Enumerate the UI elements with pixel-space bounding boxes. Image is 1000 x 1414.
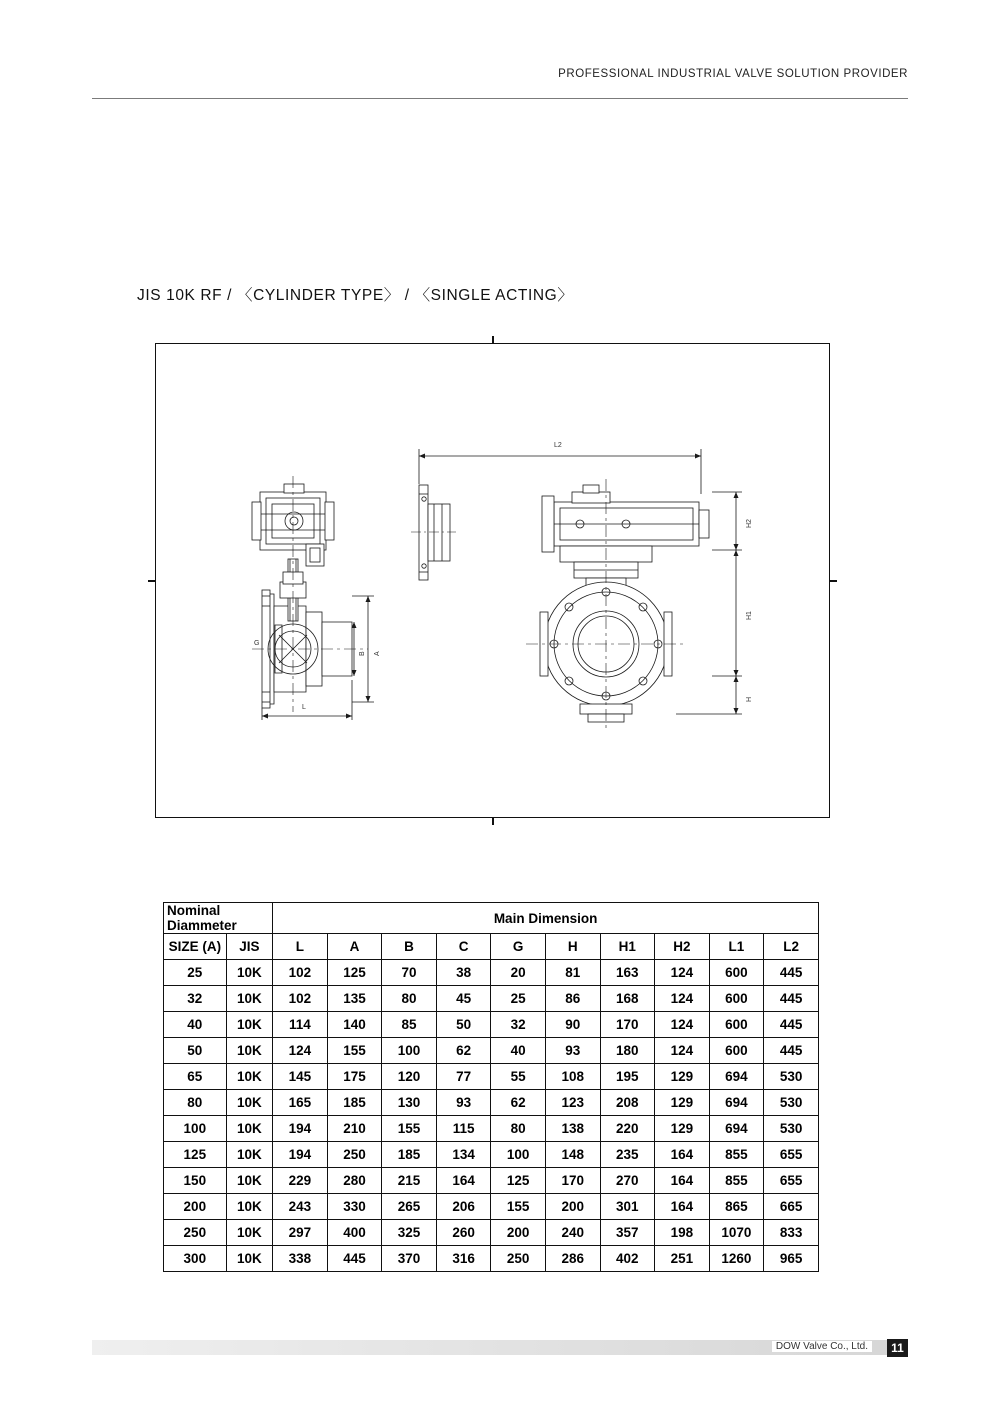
cell: 600 [709,1038,764,1064]
cell: 55 [491,1064,546,1090]
cell: 10K [226,986,273,1012]
cell: 120 [382,1064,437,1090]
cell: 108 [545,1064,600,1090]
cell: 530 [764,1090,819,1116]
col-header-b: B [382,934,437,960]
col-header-c: C [436,934,491,960]
cell: 20 [491,960,546,986]
page-header [92,68,908,102]
cell: 134 [436,1142,491,1168]
cell: 215 [382,1168,437,1194]
cell: 195 [600,1064,655,1090]
cell: 833 [764,1220,819,1246]
cell: 170 [545,1168,600,1194]
cell: 198 [655,1220,710,1246]
col-header-l2: L2 [764,934,819,960]
cell: 124 [655,1012,710,1038]
cell: 694 [709,1116,764,1142]
dim-label-h: H [746,696,753,702]
col-header-size: SIZE (A) [164,934,227,960]
table-group-header-row [164,903,819,934]
cell: 330 [327,1194,382,1220]
cell: 80 [164,1090,227,1116]
cell: 125 [164,1142,227,1168]
cell: 93 [436,1090,491,1116]
cell: 100 [382,1038,437,1064]
cell: 155 [382,1116,437,1142]
cell: 81 [545,960,600,986]
cell: 694 [709,1090,764,1116]
cell: 175 [327,1064,382,1090]
table-row [164,1194,819,1220]
cell: 530 [764,1064,819,1090]
cell: 115 [436,1116,491,1142]
cell: 125 [491,1168,546,1194]
cell: 124 [655,986,710,1012]
valve-assembly-drawing [156,344,831,819]
dim-label-b: B [359,651,366,656]
cell: 93 [545,1038,600,1064]
cell: 10K [226,1012,273,1038]
cell: 80 [491,1116,546,1142]
cell: 164 [655,1168,710,1194]
cell: 70 [382,960,437,986]
group-header-nominal: Nominal Diammeter [164,903,273,934]
cell: 325 [382,1220,437,1246]
cell: 694 [709,1064,764,1090]
header-divider [92,98,908,99]
cell: 655 [764,1168,819,1194]
cell: 10K [226,1038,273,1064]
technical-drawing [156,344,829,817]
cell: 194 [273,1142,328,1168]
cell: 445 [764,1012,819,1038]
table-row [164,1012,819,1038]
cell: 235 [600,1142,655,1168]
cell: 10K [226,1064,273,1090]
cell: 402 [600,1246,655,1272]
group-header-main: Main Dimension [273,903,819,934]
cell: 250 [327,1142,382,1168]
cell: 38 [436,960,491,986]
cell: 164 [436,1168,491,1194]
cell: 10K [226,1168,273,1194]
dim-label-a: A [374,651,381,656]
cell: 170 [600,1012,655,1038]
cell: 301 [600,1194,655,1220]
page-title: JIS 10K RF / 〈CYLINDER TYPE〉 / 〈SINGLE ACTING〉 [137,287,574,304]
cell: 10K [226,1116,273,1142]
cell: 185 [382,1142,437,1168]
cell: 65 [164,1064,227,1090]
table-header-row [164,934,819,960]
cell: 865 [709,1194,764,1220]
cell: 102 [273,986,328,1012]
cell: 32 [164,986,227,1012]
cell: 164 [655,1142,710,1168]
cell: 445 [327,1246,382,1272]
dim-label-h2: H2 [746,519,753,528]
col-header-jis: JIS [226,934,273,960]
table-row [164,1090,819,1116]
col-header-h: H [545,934,600,960]
cell: 210 [327,1116,382,1142]
cell: 208 [600,1090,655,1116]
cell: 10K [226,1142,273,1168]
page-footer [92,1340,908,1358]
cell: 655 [764,1142,819,1168]
cell: 100 [491,1142,546,1168]
cell: 80 [382,986,437,1012]
cell: 164 [655,1194,710,1220]
table-row [164,1142,819,1168]
cell: 445 [764,960,819,986]
footer-company: DOW Valve Co., Ltd. [772,1341,872,1352]
cell: 243 [273,1194,328,1220]
cell: 155 [327,1038,382,1064]
cell: 370 [382,1246,437,1272]
cell: 124 [273,1038,328,1064]
table-row [164,986,819,1012]
cell: 85 [382,1012,437,1038]
cell: 316 [436,1246,491,1272]
cell: 185 [327,1090,382,1116]
cell: 50 [436,1012,491,1038]
cell: 102 [273,960,328,986]
dim-label-g: G [254,640,260,647]
cell: 445 [764,1038,819,1064]
cell: 297 [273,1220,328,1246]
table-row [164,1064,819,1090]
cell: 240 [545,1220,600,1246]
cell: 114 [273,1012,328,1038]
dim-label-h1: H1 [746,611,753,620]
cell: 123 [545,1090,600,1116]
cell: 250 [491,1246,546,1272]
cell: 86 [545,986,600,1012]
table-row [164,1246,819,1272]
cell: 357 [600,1220,655,1246]
cell: 100 [164,1116,227,1142]
cell: 250 [164,1220,227,1246]
cell: 40 [164,1012,227,1038]
table-row [164,1168,819,1194]
col-header-a: A [327,934,382,960]
cell: 286 [545,1246,600,1272]
cell: 855 [709,1168,764,1194]
cell: 265 [382,1194,437,1220]
dim-label-l: L [302,704,306,711]
cell: 400 [327,1220,382,1246]
cell: 135 [327,986,382,1012]
cell: 165 [273,1090,328,1116]
cell: 445 [764,986,819,1012]
cell: 10K [226,960,273,986]
cell: 200 [545,1194,600,1220]
cell: 25 [164,960,227,986]
cell: 600 [709,986,764,1012]
cell: 90 [545,1012,600,1038]
col-header-g: G [491,934,546,960]
cell: 600 [709,960,764,986]
technical-drawing-frame [155,343,830,818]
cell: 62 [491,1090,546,1116]
cell: 280 [327,1168,382,1194]
cell: 129 [655,1090,710,1116]
cell: 965 [764,1246,819,1272]
cell: 229 [273,1168,328,1194]
cell: 129 [655,1116,710,1142]
table-row [164,960,819,986]
dimension-table-wrapper [163,902,819,1272]
cell: 62 [436,1038,491,1064]
cell: 200 [164,1194,227,1220]
dimension-table [163,902,819,1272]
page-number: 11 [887,1339,908,1357]
cell: 163 [600,960,655,986]
cell: 25 [491,986,546,1012]
cell: 145 [273,1064,328,1090]
cell: 665 [764,1194,819,1220]
cell: 338 [273,1246,328,1272]
cell: 129 [655,1064,710,1090]
cell: 125 [327,960,382,986]
header-tagline: PROFESSIONAL INDUSTRIAL VALVE SOLUTION PROVIDER [558,68,908,80]
table-row [164,1220,819,1246]
cell: 200 [491,1220,546,1246]
cell: 180 [600,1038,655,1064]
cell: 130 [382,1090,437,1116]
col-header-l1: L1 [709,934,764,960]
cell: 77 [436,1064,491,1090]
cell: 140 [327,1012,382,1038]
cell: 138 [545,1116,600,1142]
cell: 251 [655,1246,710,1272]
cell: 270 [600,1168,655,1194]
cell: 206 [436,1194,491,1220]
cell: 148 [545,1142,600,1168]
cell: 10K [226,1246,273,1272]
cell: 600 [709,1012,764,1038]
cell: 10K [226,1090,273,1116]
col-header-h1: H1 [600,934,655,960]
cell: 50 [164,1038,227,1064]
cell: 194 [273,1116,328,1142]
dim-label-l2: L2 [554,442,562,449]
table-row [164,1038,819,1064]
cell: 855 [709,1142,764,1168]
cell: 45 [436,986,491,1012]
cell: 40 [491,1038,546,1064]
cell: 220 [600,1116,655,1142]
table-row [164,1116,819,1142]
cell: 150 [164,1168,227,1194]
cell: 155 [491,1194,546,1220]
cell: 168 [600,986,655,1012]
cell: 32 [491,1012,546,1038]
cell: 10K [226,1220,273,1246]
cell: 530 [764,1116,819,1142]
col-header-h2: H2 [655,934,710,960]
cell: 300 [164,1246,227,1272]
cell: 124 [655,960,710,986]
cell: 124 [655,1038,710,1064]
cell: 10K [226,1194,273,1220]
cell: 260 [436,1220,491,1246]
cell: 1260 [709,1246,764,1272]
cell: 1070 [709,1220,764,1246]
col-header-l: L [273,934,328,960]
